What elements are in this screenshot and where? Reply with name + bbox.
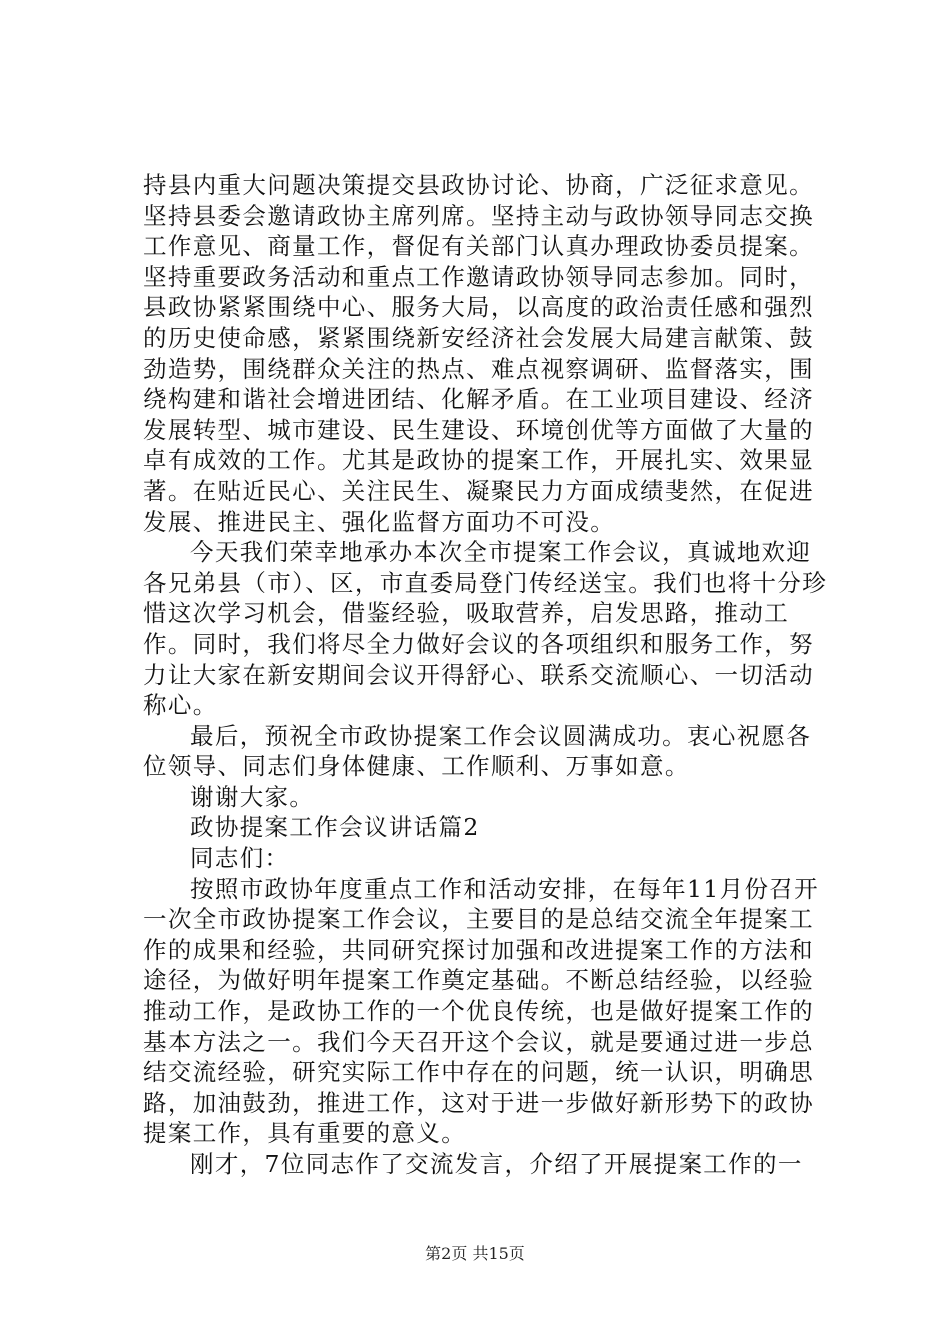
document-body (143, 170, 833, 1180)
paragraph-welcome: 今天我们荣幸地承办本次全市提案工作会议，真诚地欢迎各兄弟县（市）、区，市直委局登门传经送宝。我们也将十分珍惜这次学习机会，借鉴经验，吸取营养，启发思路，推动工作。同时，我们将尽全力做好会议的各项组织和服务工作，努力让大家在新安期间会议开得舒心、联系交流顺心、一切活动称心。 (143, 538, 828, 720)
paragraph-closing-wishes: 最后，预祝全市政协提案工作会议圆满成功。衷心祝愿各位领导、同志们身体健康、工作顺利、万事如意。 (143, 721, 812, 781)
section-heading: 政协提案工作会议讲话篇2 (190, 813, 480, 842)
paragraph-exchange: 刚才，7位同志作了交流发言，介绍了开展提案工作的一 (190, 1150, 803, 1178)
paragraph-thanks: 谢谢大家。 (190, 782, 315, 811)
paragraph-continued: 持县内重大问题决策提交县政协讨论、协商，广泛征求意见。坚持县委会邀请政协主席列席。坚持主动与政协领导同志交换工作意见、商量工作，督促有关部门认真办理政协委员提案。坚持重要政务活动和重点工作邀请政协领导同志参加。同时，县政协紧紧围绕中心、服务大局，以高度的政治责任感和强烈的历史使命感，紧紧围绕新安经济社会发展大局建言献策、鼓劲造势，围绕群众关注的热点、难点视察调研、监督落实，围绕构建和谐社会增进团结、化解矛盾。在工业项目建设、经济发展转型、城市建设、民生建设、环境创优等方面做了大量的卓有成效的工作。尤其是政协的提案工作，开展扎实、效果显著。在贴近民心、关注民生、凝聚民力方面成绩斐然，在促进发展、推进民主、强化监督方面功不可没。 (143, 171, 814, 536)
paragraph-salutation: 同志们： (190, 844, 290, 873)
paragraph-introduction: 按照市政协年度重点工作和活动安排，在每年11月份召开一次全市政协提案工作会议，主要目的是总结交流全年提案工作的成果和经验，共同研究探讨加强和改进提案工作的方法和途径，为做好明年提案工作奠定基础。不断总结经验，以经验推动工作，是政协工作的一个优良传统，也是做好提案工作的基本方法之一。我们今天召开这个会议，就是要通过进一步总结交流经验，研究实际工作中存在的问题，统一认识，明确思路，加油鼓劲，推进工作，这对于进一步做好新形势下的政协提案工作，具有重要的意义。 (143, 874, 820, 1148)
page-number-footer: 第2页 共15页 (425, 1244, 525, 1263)
